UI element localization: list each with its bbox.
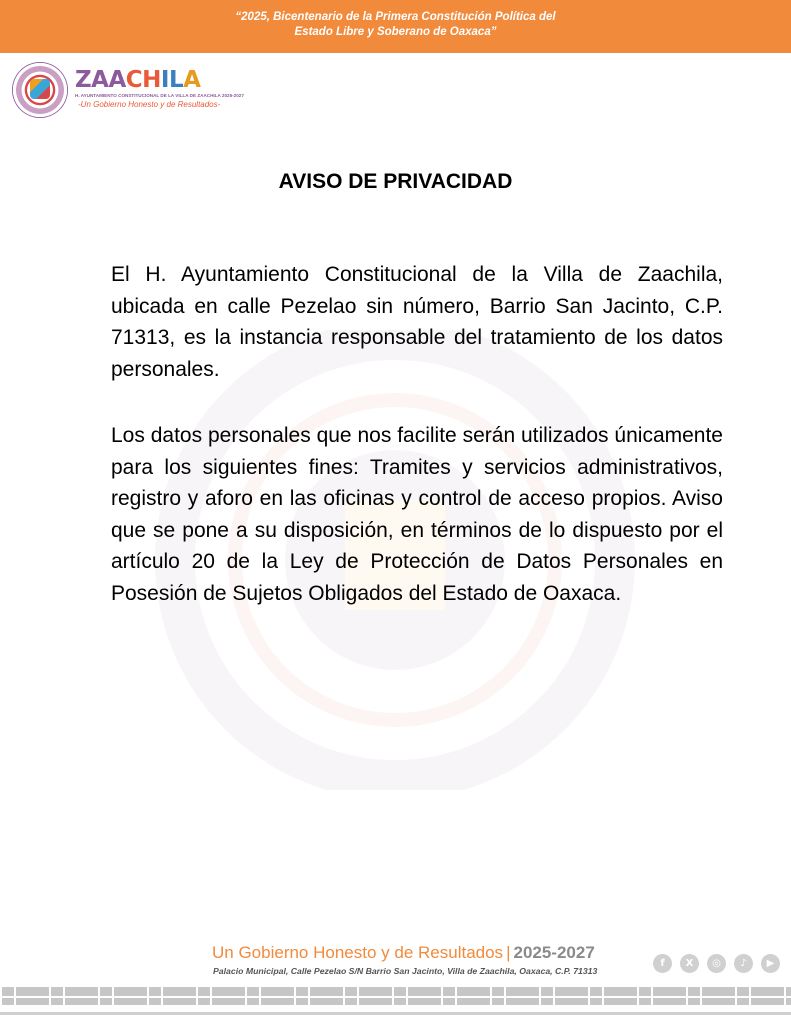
greca-border (0, 987, 791, 1007)
brand-name-part-2: CH (125, 67, 161, 93)
facebook-icon[interactable]: f (653, 954, 672, 973)
brand-slogan: -Un Gobierno Honesto y de Resultados- (78, 100, 221, 109)
footer-slogan (212, 943, 595, 963)
brand-subtitle: H. AYUNTAMIENTO CONSTITUCIONAL DE LA VILLA DE ZAACHILA 2025-2027 (75, 93, 244, 98)
footer-separator: | (506, 943, 511, 962)
brand-name-part-1: ZAA (75, 67, 126, 93)
brand-name-part-3: IL (160, 67, 184, 93)
footer-address: Palacio Municipal, Calle Pezelao S/N Barrio San Jacinto, Villa de Zaachila, Oaxaca, C.P. 71313 (213, 966, 598, 976)
document-title: AVISO DE PRIVACIDAD (278, 170, 513, 193)
x-icon[interactable]: X (680, 954, 699, 973)
social-icons (653, 954, 780, 973)
brand-name (75, 68, 200, 92)
instagram-icon[interactable]: ◎ (707, 954, 726, 973)
footer-slogan-text: Un Gobierno Honesto y de Resultados (212, 943, 504, 962)
paragraph-responsible: El H. Ayuntamiento Constitucional de la Villa de Zaachila, ubicada en calle Pezelao sin número, Barrio San Jacinto, C.P. 71313, es la instancia responsable del tratamiento de los datos personales. (111, 263, 723, 381)
youtube-icon[interactable]: ▶ (761, 954, 780, 973)
header-logo (12, 62, 252, 120)
municipal-seal-icon (12, 62, 68, 118)
seal-emblem-icon (30, 79, 50, 99)
footer-years: 2025-2027 (513, 943, 595, 962)
brand-name-part-4: A (183, 67, 201, 93)
paragraph-purposes: Los datos personales que nos facilite serán utilizados únicamente para los siguientes fines: Tramites y servicios administrativos, registro y aforo en las oficinas y control de acceso propios. Aviso que se pone a su disposición, en términos de lo dispuesto por el artículo 20 de la Ley de Protección de Datos Personales en Posesión de Sujetos Obligados del Estado de Oaxaca. (111, 424, 723, 605)
tiktok-icon[interactable]: ♪ (734, 954, 753, 973)
banner-line-2: Estado Libre y Soberano de Oaxaca” (294, 26, 497, 38)
footer-divider (0, 1012, 791, 1015)
banner-line-1: “2025, Bicentenario de la Primera Constitución Política del (235, 11, 556, 23)
top-banner (0, 0, 791, 53)
